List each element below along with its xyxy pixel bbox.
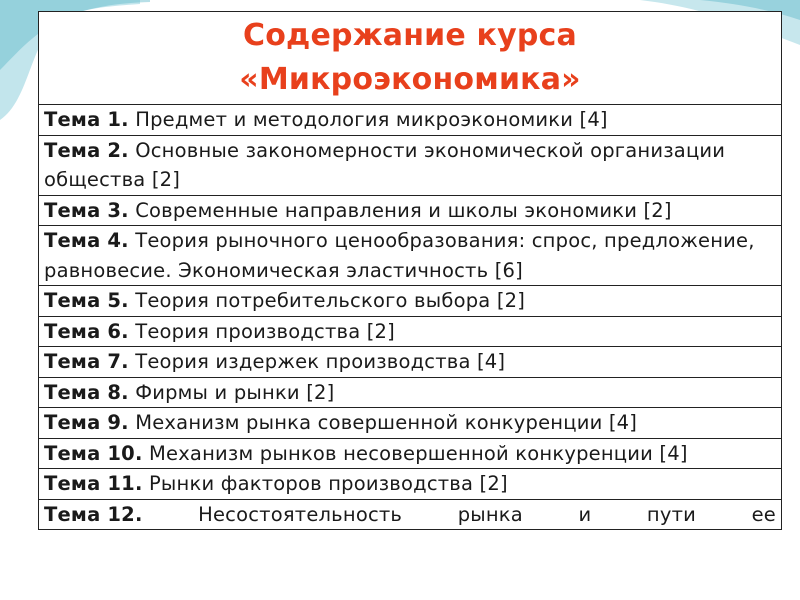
- topic-text: Современные направления и школы экономики [2]: [135, 198, 672, 222]
- topic-cell-9: [39, 408, 782, 439]
- topic-text: Механизм рынков несовершенной конкуренции [4]: [148, 441, 688, 465]
- topic-label: Тема 5.: [44, 289, 129, 312]
- topic-cell-4: [39, 226, 782, 286]
- topic-text-word: пути: [646, 502, 697, 526]
- table-row: [39, 226, 782, 286]
- topic-cell-8: [39, 377, 782, 408]
- topic-label: Тема 7.: [44, 350, 129, 373]
- topic-cell-1: [39, 105, 782, 136]
- topic-text: Основные закономерности экономической организации общества [2]: [44, 138, 726, 191]
- table-row: [39, 316, 782, 347]
- topic-label: Тема 12.: [44, 502, 143, 526]
- table-row: [39, 286, 782, 317]
- topic-label: Тема 6.: [44, 319, 129, 343]
- topic-text: Теория рыночного ценообразования: спрос, предложение, равновесие. Экономическая эластичность [6]: [44, 229, 755, 282]
- table-row: [39, 499, 782, 530]
- topic-label: Тема 3.: [44, 198, 129, 222]
- table-row: [39, 377, 782, 408]
- topic-text: Предмет и методология микроэкономики [4]: [135, 108, 608, 131]
- topic-label: Тема 11.: [44, 472, 143, 495]
- topic-label: Тема 2.: [44, 138, 129, 162]
- topic-cell-5: [39, 286, 782, 317]
- table-header-row: [39, 12, 782, 105]
- table-row: [39, 347, 782, 378]
- table-row: [39, 105, 782, 136]
- course-title-line-2: «Микроэкономика»: [239, 62, 581, 97]
- topic-text: Рынки факторов производства [2]: [148, 472, 508, 495]
- topic-cell-3: [39, 195, 782, 226]
- topic-text-word: рынка: [457, 502, 523, 526]
- topic-label: Тема 10.: [44, 441, 143, 465]
- topic-label: Тема 9.: [44, 411, 129, 434]
- course-contents-table-wrapper: [38, 11, 782, 530]
- table-row: [39, 135, 782, 195]
- topic-cell-12: [39, 499, 782, 530]
- topic-cell-6: [39, 316, 782, 347]
- topic-cell-2: [39, 135, 782, 195]
- topic-label: Тема 4.: [44, 229, 129, 252]
- course-title-line-1: Содержание курса: [243, 18, 577, 53]
- topic-cell-10: [39, 438, 782, 469]
- topic-cell-7: [39, 347, 782, 378]
- table-row: [39, 438, 782, 469]
- topic-text-word: и: [578, 502, 592, 526]
- topic-text: Теория издержек производства [4]: [135, 350, 506, 373]
- topic-text-word: Несостоятельность: [198, 502, 403, 526]
- topic-text: Теория потребительского выбора [2]: [135, 289, 526, 312]
- topic-cell-11: [39, 469, 782, 500]
- topic-label: Тема 1.: [44, 108, 129, 131]
- topic-text-word: ее: [751, 502, 776, 526]
- table-row: [39, 469, 782, 500]
- topic-text: Теория производства [2]: [135, 319, 395, 343]
- topic-text: Механизм рынка совершенной конкуренции [4]: [135, 411, 638, 434]
- table-row: [39, 195, 782, 226]
- topic-text: Фирмы и рынки [2]: [135, 380, 335, 404]
- topic-label: Тема 8.: [44, 380, 129, 404]
- table-row: [39, 408, 782, 439]
- course-title-cell: [39, 12, 782, 105]
- course-contents-table: [38, 11, 782, 530]
